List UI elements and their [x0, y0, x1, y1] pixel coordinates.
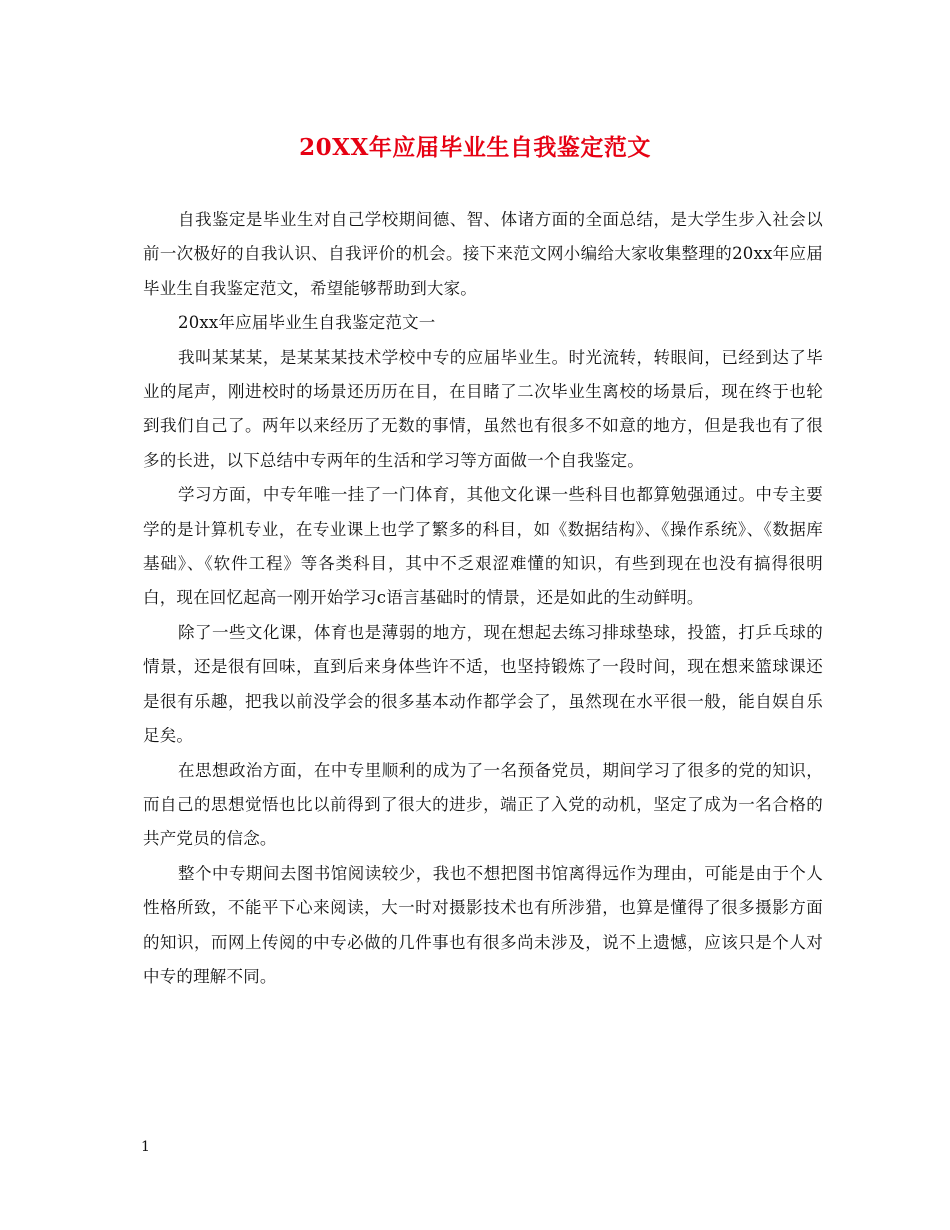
document-title: 20XX年应届毕业生自我鉴定范文: [299, 134, 651, 161]
paragraph-study: 学习方面，中专年唯一挂了一门体育，其他文化课一些科目也都算勉强通过。中专主要学的是计算机专业，在专业课上也学了繁多的科目，如《数据结构》、《操作系统》、《数据库基础》、《软件工程》等各类科目，其中不乏艰涩难懂的知识，有些到现在也没有搞得很明白，现在回忆起高一刚开始学习c语言基础时的情景，还是如此的生动鲜明。: [143, 485, 823, 608]
page-number: 1: [141, 1139, 150, 1155]
document-body: [143, 203, 823, 994]
paragraph-self-intro: 我叫某某某，是某某某技术学校中专的应届毕业生。时光流转，转眼间，已经到达了毕业的尾声，刚进校时的场景还历历在目，在目睹了二次毕业生离校的场景后，现在终于也轮到我们自己了。两年以来经历了无数的事情，虽然也有很多不如意的地方，但是我也有了很多的长进，以下总结中专两年的生活和学习等方面做一个自我鉴定。: [143, 347, 823, 470]
paragraph-library: 整个中专期间去图书馆阅读较少，我也不想把图书馆离得远作为理由，可能是由于个人性格所致，不能平下心来阅读，大一时对摄影技术也有所涉猎，也算是懂得了很多摄影方面的知识，而网上传阅的中专必做的几件事也有很多尚未涉及，说不上遗憾，应该只是个人对中专的理解不同。: [143, 863, 823, 986]
paragraph-politics: 在思想政治方面，在中专里顺利的成为了一名预备党员，期间学习了很多的党的知识，而自己的思想觉悟也比以前得到了很大的进步，端正了入党的动机，坚定了成为一名合格的共产党员的信念。: [143, 760, 823, 849]
paragraph-intro: 自我鉴定是毕业生对自己学校期间德、智、体诸方面的全面总结，是大学生步入社会以前一次极好的自我认识、自我评价的机会。接下来范文网小编给大家收集整理的20xx年应届毕业生自我鉴定范文，希望能够帮助到大家。: [143, 210, 823, 298]
paragraph-subtitle: 20xx年应届毕业生自我鉴定范文一: [178, 313, 436, 333]
paragraph-sports: 除了一些文化课，体育也是薄弱的地方，现在想起去练习排球垫球，投篮，打乒乓球的情景，还是很有回味，直到后来身体些许不适，也坚持锻炼了一段时间，现在想来篮球课还是很有乐趣，把我以前没学会的很多基本动作都学会了，虽然现在水平很一般，能自娱自乐足矣。: [143, 622, 823, 746]
